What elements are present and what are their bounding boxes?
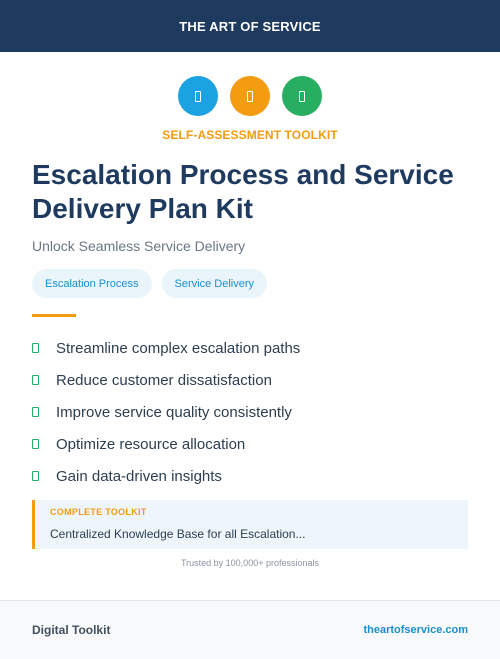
feature-text: Gain data-driven insights xyxy=(56,467,222,485)
feature-text: Improve service quality consistently xyxy=(56,403,292,421)
check-icon xyxy=(32,343,39,353)
list-item xyxy=(32,364,300,396)
footer-label: Digital Toolkit xyxy=(32,623,111,637)
feature-list xyxy=(32,332,300,492)
check-icon xyxy=(32,375,39,385)
feature-text: Optimize resource allocation xyxy=(56,435,246,453)
top-banner xyxy=(0,0,500,52)
list-item xyxy=(32,428,300,460)
feature-text: Reduce customer dissatisfaction xyxy=(56,371,272,389)
footer xyxy=(0,600,500,659)
tag-service-delivery[interactable]: Service Delivery xyxy=(162,269,267,298)
tag-escalation-process[interactable]: Escalation Process xyxy=(32,269,152,298)
page-title: Escalation Process and Service Delivery Plan Kit xyxy=(32,159,454,224)
toolkit-label: COMPLETE TOOLKIT xyxy=(50,507,147,517)
icon-row xyxy=(0,76,500,116)
brand-name: THE ART OF SERVICE xyxy=(179,18,321,34)
website-link[interactable]: theartofservice.com xyxy=(363,624,468,636)
list-item xyxy=(32,396,300,428)
kicker-label: SELF-ASSESSMENT TOOLKIT xyxy=(162,128,338,142)
accent-divider xyxy=(32,314,76,317)
trust-statement: Trusted by 100,000+ professionals xyxy=(180,558,319,568)
document-icon xyxy=(178,76,218,116)
toolkit-description: Centralized Knowledge Base for all Escalation... xyxy=(50,527,306,541)
document-icon xyxy=(282,76,322,116)
subtitle: Unlock Seamless Service Delivery xyxy=(32,238,246,254)
list-item xyxy=(32,332,300,364)
check-icon xyxy=(32,439,39,449)
list-item xyxy=(32,460,300,492)
feature-text: Streamline complex escalation paths xyxy=(56,339,301,357)
toolkit-callout xyxy=(32,500,468,549)
check-icon xyxy=(32,407,39,417)
tag-list xyxy=(32,269,267,298)
document-icon xyxy=(230,76,270,116)
check-icon xyxy=(32,471,39,481)
